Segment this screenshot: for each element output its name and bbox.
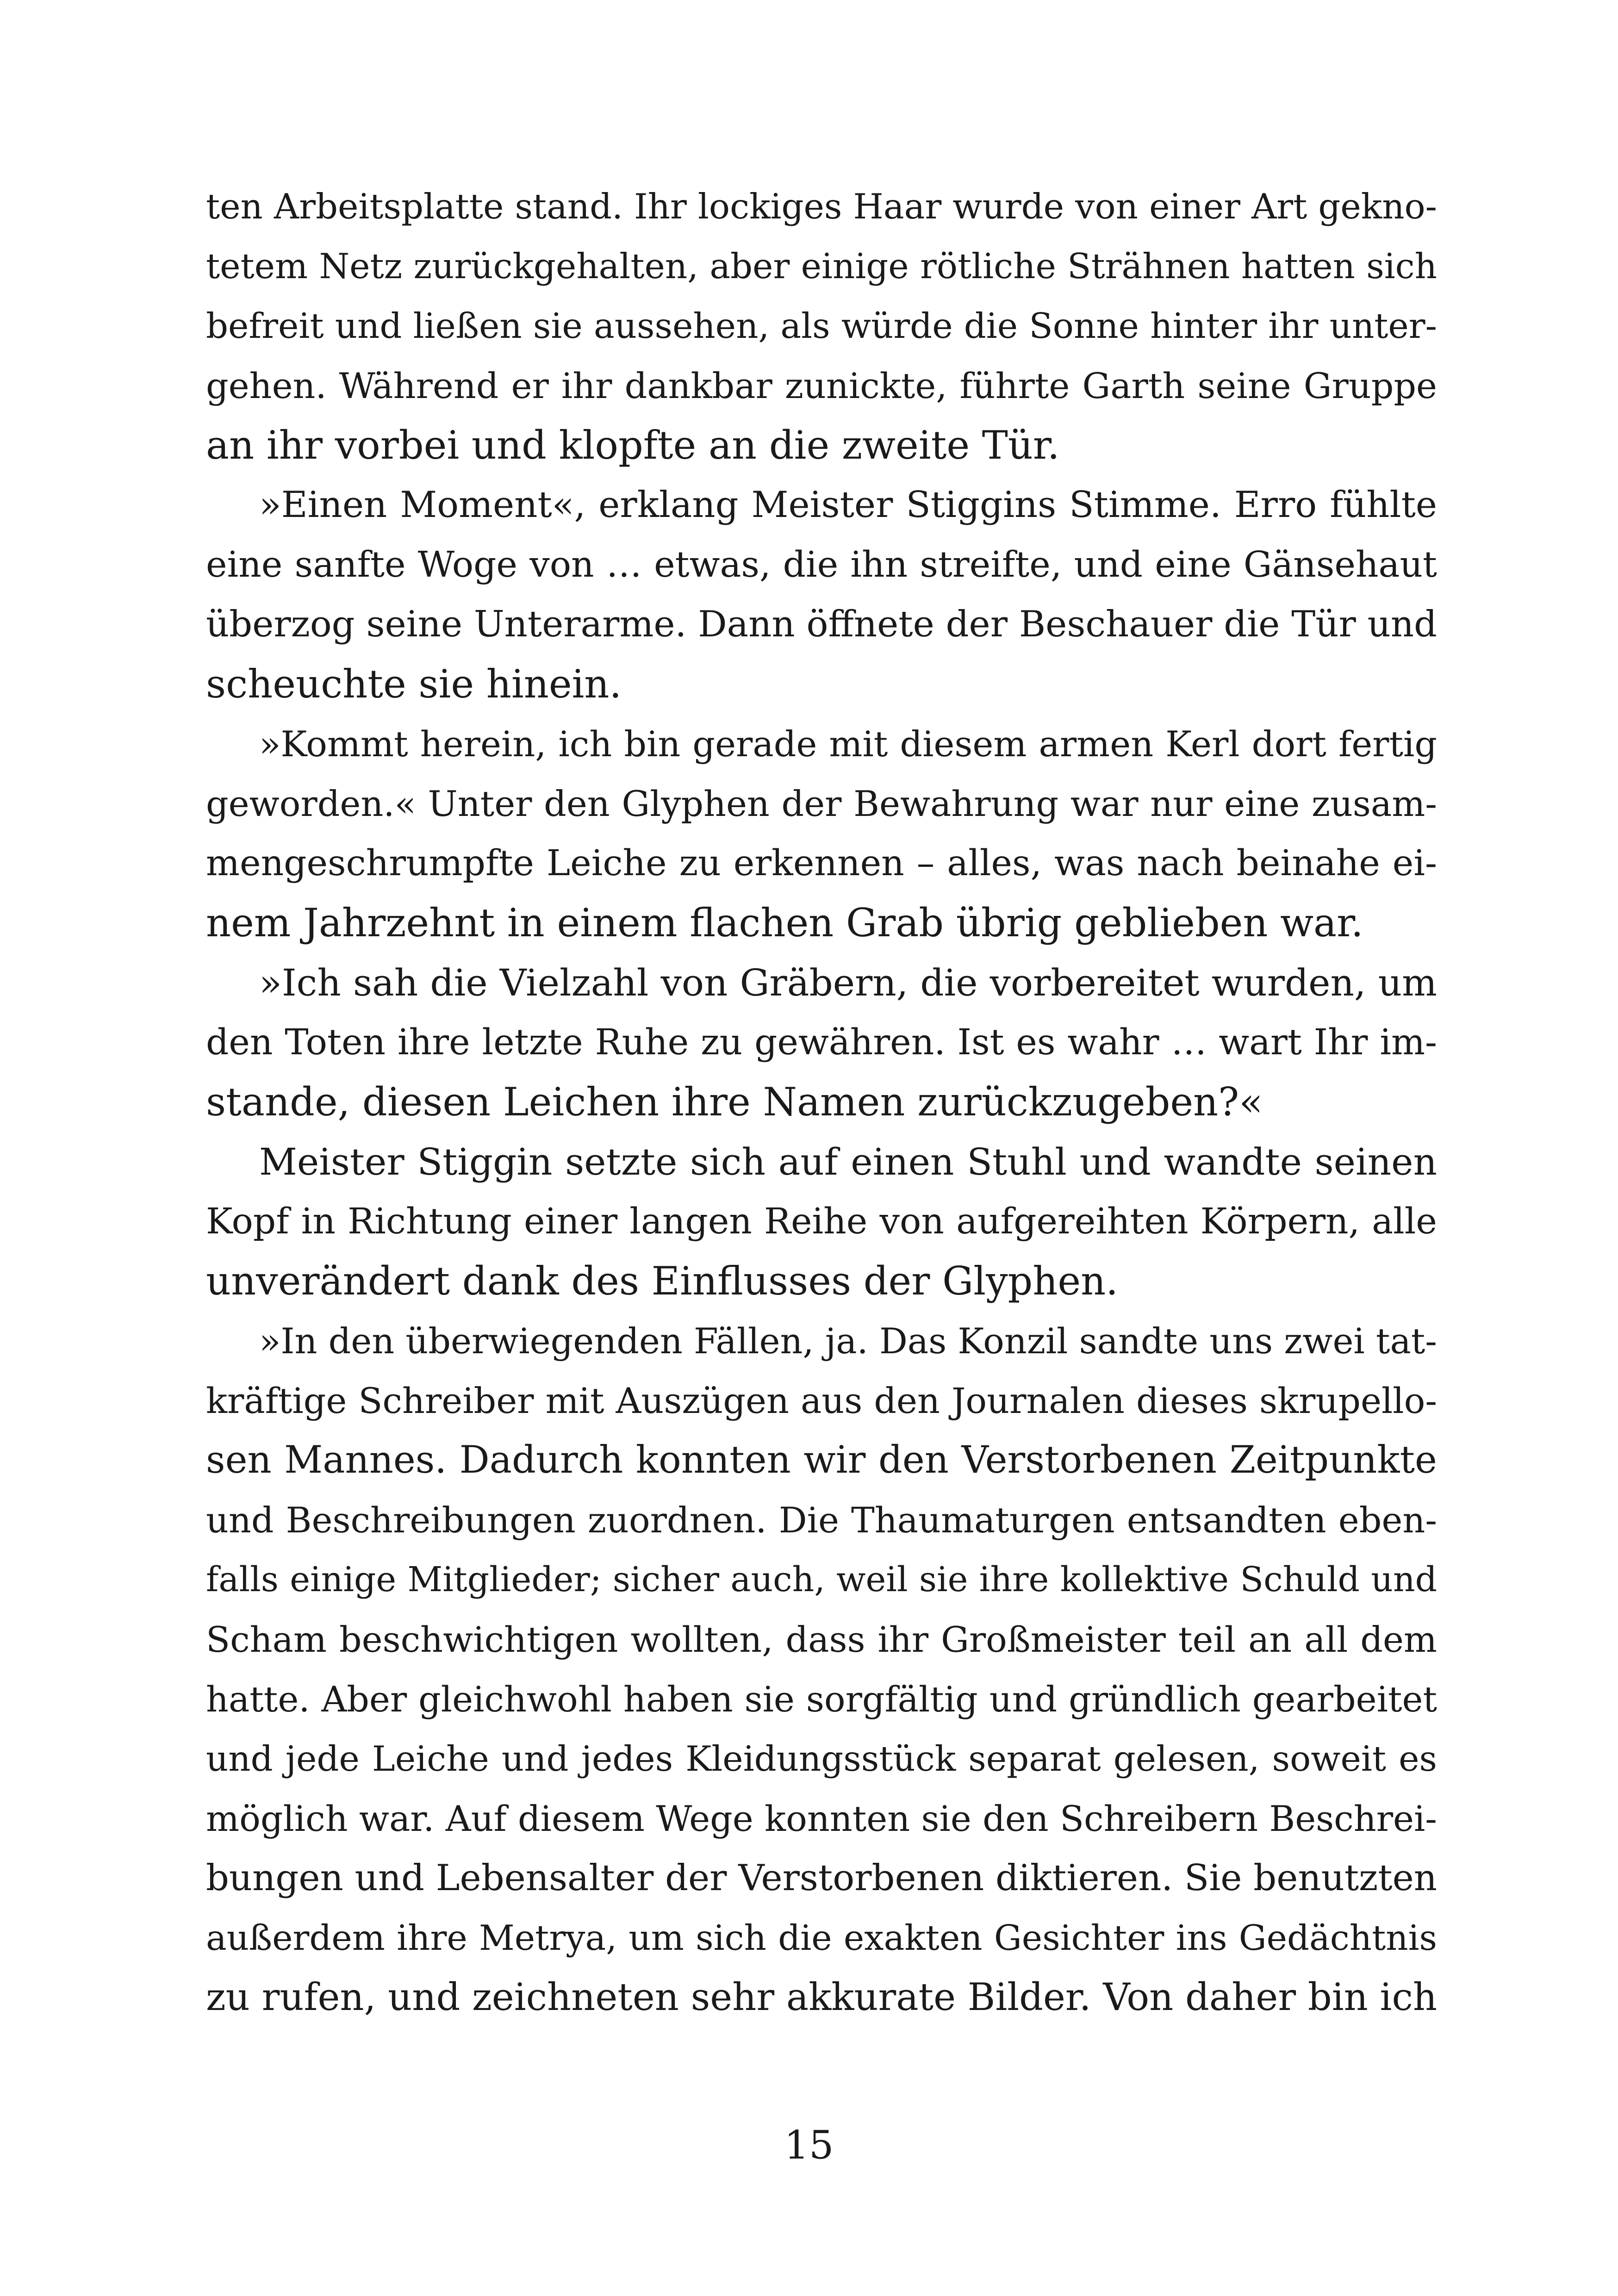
- text-line: falls einige Mitglieder; sicher auch, weil sie ihre kollektive Schuld und: [206, 1560, 1437, 1599]
- text-line: nem Jahrzehnt in einem flachen Grab übrig geblieben war.: [206, 900, 1363, 946]
- text-line: Scham beschwichtigen wollten, dass ihr Großmeister teil an all dem: [206, 1619, 1437, 1660]
- text-line: und Beschreibungen zuordnen. Die Thaumaturgen entsandten eben-: [206, 1500, 1437, 1541]
- text-line: Meister Stiggin setzte sich auf einen Stuhl und wandte seinen: [259, 1140, 1437, 1183]
- text-line: scheuchte sie hinein.: [206, 661, 622, 707]
- text-line: außerdem ihre Metrya, um sich die exakten Gesichter ins Gedächtnis: [206, 1917, 1437, 1958]
- text-line: »Ich sah die Vielzahl von Gräbern, die vorbereitet wurden, um: [259, 961, 1437, 1004]
- text-line: »In den überwiegenden Fällen, ja. Das Konzil sandte uns zwei tat-: [259, 1320, 1437, 1362]
- text-line: gehen. Während er ihr dankbar zunickte, führte Garth seine Gruppe: [206, 365, 1437, 406]
- text-line: eine sanfte Woge von … etwas, die ihn streifte, und eine Gänsehaut: [206, 544, 1437, 585]
- page-number: 15: [784, 2122, 834, 2168]
- text-line: tetem Netz zurückgehalten, aber einige rötliche Strähnen hatten sich: [206, 246, 1437, 286]
- text-line: unverändert dank des Einflusses der Glyphen.: [206, 1258, 1118, 1304]
- text-line: bungen und Lebensalter der Verstorbenen diktieren. Sie benutzten: [206, 1857, 1437, 1899]
- text-line: Kopf in Richtung einer langen Reihe von aufgereihten Körpern, alle: [206, 1201, 1437, 1242]
- text-line: befreit und ließen sie aussehen, als würde die Sonne hinter ihr unter-: [206, 305, 1437, 346]
- text-line: »Einen Moment«, erklang Meister Stiggins Stimme. Erro fühlte: [259, 484, 1437, 526]
- text-line: »Kommt herein, ich bin gerade mit diesem armen Kerl dort fertig: [259, 723, 1437, 765]
- text-line: kräftige Schreiber mit Auszügen aus den Journalen dieses skrupello-: [206, 1380, 1437, 1421]
- text-line: zu rufen, und zeichneten sehr akkurate Bilder. Von daher bin ich: [206, 1976, 1437, 2019]
- body-text: [206, 177, 1437, 2028]
- text-line: stande, diesen Leichen ihre Namen zurückzugeben?«: [206, 1079, 1263, 1125]
- text-line: mengeschrumpfte Leiche zu erkennen – alles, was nach beinahe ei-: [206, 843, 1437, 884]
- text-line: hatte. Aber gleichwohl haben sie sorgfältig und gründlich gearbeitet: [206, 1679, 1437, 1720]
- text-line: geworden.« Unter den Glyphen der Bewahrung war nur eine zusam-: [206, 783, 1437, 824]
- text-line: ten Arbeitsplatte stand. Ihr lockiges Haar wurde von einer Art gekno-: [206, 186, 1437, 227]
- text-line: sen Mannes. Dadurch konnten wir den Verstorbenen Zeitpunkte: [206, 1438, 1437, 1482]
- text-line: an ihr vorbei und klopfte an die zweite Tür.: [206, 423, 1060, 468]
- text-line: möglich war. Auf diesem Wege konnten sie den Schreibern Beschrei-: [206, 1798, 1437, 1839]
- text-line: den Toten ihre letzte Ruhe zu gewähren. Ist es wahr … wart Ihr im-: [206, 1022, 1437, 1063]
- text-line: überzog seine Unterarme. Dann öffnete der Beschauer die Tür und: [206, 604, 1437, 645]
- text-line: und jede Leiche und jedes Kleidungsstück separat gelesen, soweit es: [206, 1738, 1437, 1779]
